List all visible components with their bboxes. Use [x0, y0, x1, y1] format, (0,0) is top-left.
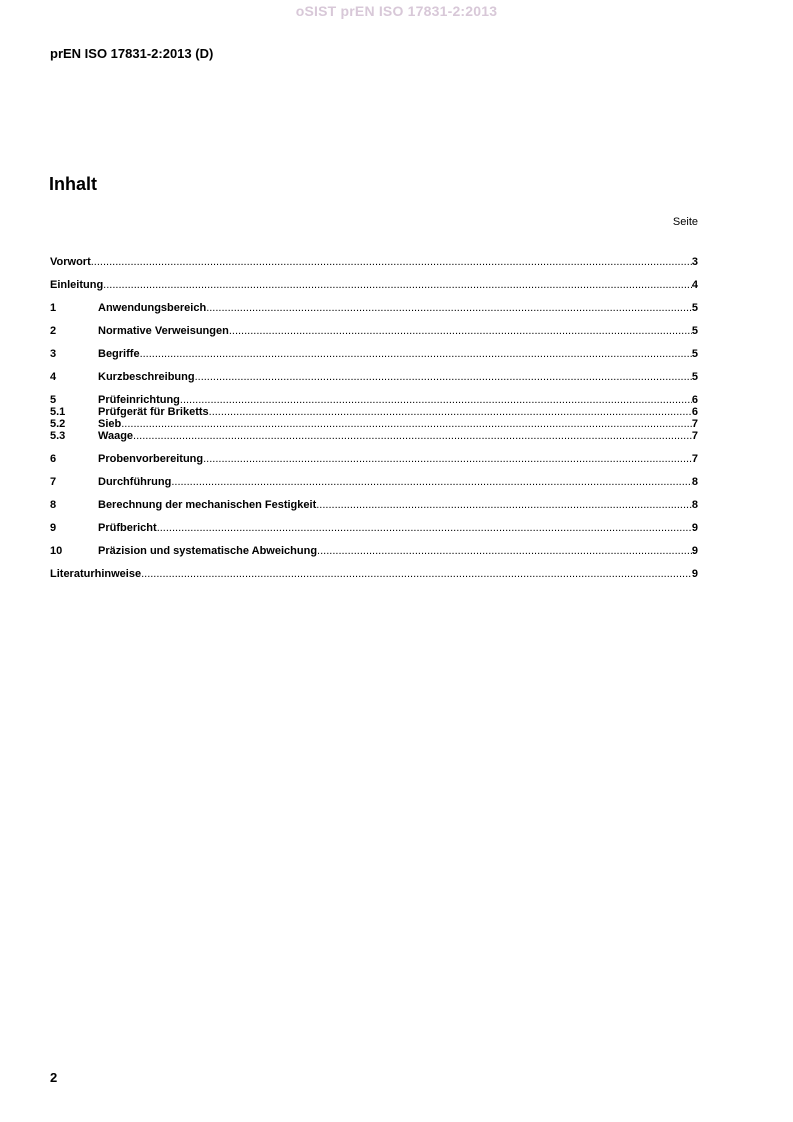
toc-leader-dots	[209, 406, 692, 418]
toc-entry-page: 5	[691, 348, 698, 360]
toc-entry-number: 5	[50, 394, 57, 406]
toc-entry-number: 5.2	[50, 418, 66, 430]
toc-entry-number: 8	[50, 499, 57, 511]
toc-entry-title: Sieb	[98, 418, 122, 430]
toc-entry-5-1[interactable]	[50, 406, 698, 418]
toc-leader-dots	[91, 256, 692, 268]
toc-entry-number: 5.3	[50, 430, 66, 442]
toc-entry-number: 4	[50, 371, 57, 383]
toc-entry-title: Anwendungsbereich	[98, 302, 207, 314]
toc-entry-page: 5	[691, 371, 698, 383]
toc-leader-dots	[141, 568, 692, 580]
toc-entry-literaturhinweise[interactable]	[50, 568, 698, 580]
toc-leader-dots	[121, 418, 692, 430]
toc-entry-page: 9	[691, 545, 698, 557]
toc-entry-page: 9	[691, 522, 698, 534]
toc-entry-page: 3	[691, 256, 698, 268]
toc-entry-number: 2	[50, 325, 57, 337]
toc-entry-number: 9	[50, 522, 57, 534]
toc-entry-title: Prüfgerät für Briketts	[98, 406, 209, 418]
toc-entry-number: 10	[50, 545, 63, 557]
toc-entry-title: Begriffe	[98, 348, 140, 360]
toc-entry-title: Waage	[98, 430, 134, 442]
toc-entry-page: 6	[691, 406, 698, 418]
toc-entry-9[interactable]	[50, 522, 698, 534]
toc-leader-dots	[203, 453, 692, 465]
toc-entry-number: 7	[50, 476, 57, 488]
toc-entry-title: Literaturhinweise	[50, 568, 142, 580]
toc-entry-number: 5.1	[50, 406, 66, 418]
toc-entry-einleitung[interactable]	[50, 279, 698, 291]
table-of-contents	[50, 256, 698, 580]
page-number: 2	[50, 1070, 58, 1085]
toc-entry-number: 6	[50, 453, 57, 465]
toc-leader-dots	[133, 430, 692, 442]
toc-entry-3[interactable]	[50, 348, 698, 360]
toc-entry-page: 6	[691, 394, 698, 406]
toc-entry-title: Prüfeinrichtung	[98, 394, 180, 406]
toc-entry-page: 7	[691, 418, 698, 430]
toc-leader-dots	[195, 371, 692, 383]
toc-entry-2[interactable]	[50, 325, 698, 337]
toc-entry-5-3[interactable]	[50, 430, 698, 442]
toc-leader-dots	[206, 302, 692, 314]
toc-entry-page: 9	[691, 568, 698, 580]
toc-entry-page: 8	[691, 499, 698, 511]
toc-entry-page: 4	[691, 279, 698, 291]
toc-entry-10[interactable]	[50, 545, 698, 557]
toc-entry-title: Probenvorbereitung	[98, 453, 204, 465]
toc-entry-5-2[interactable]	[50, 418, 698, 430]
toc-entry-8[interactable]	[50, 499, 698, 511]
toc-leader-dots	[140, 348, 692, 360]
toc-entry-title: Normative Verweisungen	[98, 325, 229, 337]
toc-entry-page: 7	[691, 430, 698, 442]
toc-entry-title: Prüfbericht	[98, 522, 157, 534]
toc-entry-number: 3	[50, 348, 57, 360]
toc-leader-dots	[103, 279, 692, 291]
toc-entry-vorwort[interactable]	[50, 256, 698, 268]
toc-entry-5[interactable]	[50, 394, 698, 406]
page-column-label: Seite	[672, 216, 698, 228]
toc-entry-4[interactable]	[50, 371, 698, 383]
toc-leader-dots	[180, 394, 692, 406]
toc-entry-page: 7	[691, 453, 698, 465]
watermark-text: oSIST prEN ISO 17831-2:2013	[295, 3, 498, 19]
toc-entry-title: Durchführung	[98, 476, 172, 488]
toc-entry-1[interactable]	[50, 302, 698, 314]
toc-entry-page: 5	[691, 325, 698, 337]
document-id-header: prEN ISO 17831-2:2013 (D)	[50, 46, 214, 61]
toc-leader-dots	[171, 476, 692, 488]
toc-leader-dots	[317, 545, 692, 557]
toc-entry-page: 5	[691, 302, 698, 314]
toc-entry-title: Präzision und systematische Abweichung	[98, 545, 318, 557]
toc-entry-title: Kurzbeschreibung	[98, 371, 195, 383]
toc-leader-dots	[229, 325, 692, 337]
toc-entry-number: 1	[50, 302, 57, 314]
toc-entry-7[interactable]	[50, 476, 698, 488]
toc-entry-page: 8	[691, 476, 698, 488]
toc-entry-title: Vorwort	[50, 256, 91, 268]
toc-leader-dots	[157, 522, 692, 534]
toc-entry-title: Einleitung	[50, 279, 104, 291]
toc-leader-dots	[316, 499, 692, 511]
toc-entry-title: Berechnung der mechanischen Festigkeit	[98, 499, 317, 511]
toc-title: Inhalt	[49, 174, 97, 194]
toc-entry-6[interactable]	[50, 453, 698, 465]
